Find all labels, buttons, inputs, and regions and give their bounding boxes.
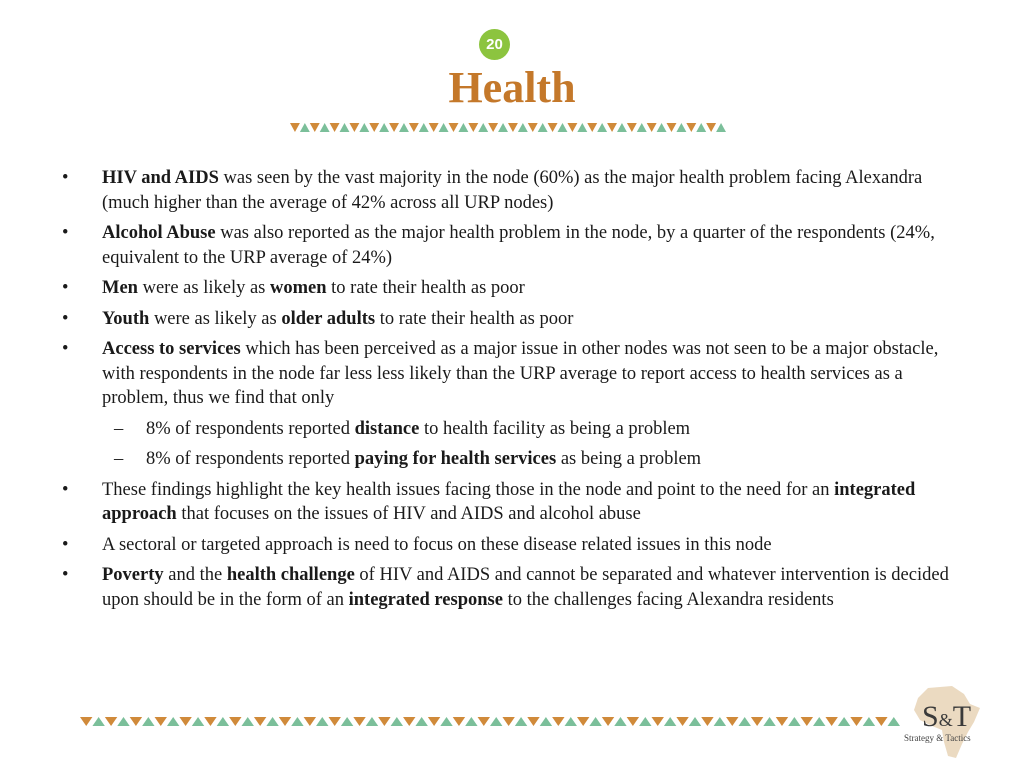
divider-triangle	[825, 717, 837, 726]
divider-triangle	[304, 717, 316, 726]
divider-triangle	[587, 123, 597, 132]
divider-triangle	[415, 717, 427, 726]
divider-triangle	[290, 123, 300, 132]
divider-triangle	[863, 717, 875, 726]
divider-triangle	[449, 123, 459, 132]
bullet-item	[62, 337, 972, 411]
divider-triangle	[389, 123, 399, 132]
sub-bullet-item	[62, 417, 972, 442]
divider-triangle	[552, 717, 564, 726]
emphasis-text: integrated approach	[102, 479, 916, 524]
divider-triangle	[607, 123, 617, 132]
divider-triangle	[117, 717, 129, 726]
divider-triangle	[627, 717, 639, 726]
bullet-marker: •	[62, 278, 69, 298]
divider-triangle	[565, 717, 577, 726]
bullet-item	[62, 307, 972, 332]
body-text: was also reported as the major health problem in the node, by a quarter of the respondents (24%, equivalent to the URP average of 24%)	[102, 223, 935, 268]
divider-triangle	[647, 123, 657, 132]
divider-triangle	[468, 123, 478, 132]
divider-triangle	[379, 123, 389, 132]
divider-triangle	[502, 717, 514, 726]
divider-triangle	[558, 123, 568, 132]
divider-triangle	[130, 717, 142, 726]
body-text: to rate their health as poor	[326, 278, 525, 298]
page-number-badge: 20	[479, 29, 510, 60]
divider-triangle	[142, 717, 154, 726]
divider-triangle	[465, 717, 477, 726]
divider-triangle	[204, 717, 216, 726]
body-text: to the challenges facing Alexandra residents	[502, 589, 834, 610]
divider-triangle	[714, 717, 726, 726]
divider-triangle	[726, 717, 738, 726]
divider-triangle	[291, 717, 303, 726]
divider-triangle	[453, 717, 465, 726]
divider-triangle	[369, 123, 379, 132]
divider-triangle	[602, 717, 614, 726]
divider-triangle	[589, 717, 601, 726]
bullet-marker: •	[62, 168, 69, 188]
body-text: of HIV and AIDS and cannot be separated and whatever intervention is decided upon should be in the form of an	[102, 565, 949, 610]
divider-triangle	[320, 123, 330, 132]
body-text: 8% of respondents reported	[146, 449, 355, 469]
divider-triangle	[540, 717, 552, 726]
divider-triangle	[738, 717, 750, 726]
divider-triangle	[179, 717, 191, 726]
divider-triangle	[328, 717, 340, 726]
divider-triangle	[330, 123, 340, 132]
body-text: was seen by the vast majority in the node (60%) as the major health problem facing Alexandra (much higher than the average of 42% across all URP nodes)	[102, 168, 923, 213]
divider-triangle	[490, 717, 502, 726]
divider-triangle	[429, 123, 439, 132]
divider-triangle	[105, 717, 117, 726]
body-text: 8% of respondents reported	[146, 418, 355, 439]
bullet-item	[62, 221, 972, 270]
bullet-marker: •	[62, 479, 69, 500]
logo-tagline: Strategy & Tactics	[904, 733, 971, 743]
divider-triangle	[508, 123, 518, 132]
bullet-item	[62, 276, 972, 301]
divider-triangle	[838, 717, 850, 726]
divider-triangle	[813, 717, 825, 726]
divider-triangle	[696, 123, 706, 132]
divider-triangle	[548, 123, 558, 132]
divider-triangle	[689, 717, 701, 726]
divider-triangle	[266, 717, 278, 726]
divider-triangle	[597, 123, 607, 132]
divider-triangle	[639, 717, 651, 726]
divider-triangle	[577, 123, 587, 132]
divider-triangle	[637, 123, 647, 132]
divider-triangle	[788, 717, 800, 726]
bullet-item	[62, 166, 972, 215]
emphasis-text: older adults	[281, 308, 376, 329]
body-text: that focuses on the issues of HIV and AIDS and alcohol abuse	[176, 504, 641, 524]
divider-triangle	[229, 717, 241, 726]
divider-triangle	[391, 717, 403, 726]
divider-triangle	[341, 717, 353, 726]
divider-triangle	[439, 123, 449, 132]
bullet-list	[62, 166, 972, 618]
divider-triangle	[528, 123, 538, 132]
emphasis-text: distance	[354, 418, 420, 439]
dash-marker: –	[114, 449, 124, 469]
divider-triangle	[242, 717, 254, 726]
divider-triangle	[701, 717, 713, 726]
bullet-marker: •	[62, 565, 69, 585]
emphasis-text: health challenge	[226, 565, 355, 585]
divider-triangle	[254, 717, 266, 726]
divider-triangle	[366, 717, 378, 726]
bullet-marker: •	[62, 534, 69, 555]
body-text: to rate their health as poor	[375, 308, 574, 329]
divider-triangle	[657, 123, 667, 132]
bullet-item	[62, 563, 972, 612]
bullet-marker: •	[62, 223, 69, 243]
divider-triangle	[716, 123, 726, 132]
divider-triangle	[353, 717, 365, 726]
emphasis-text: Youth	[102, 308, 150, 329]
divider-triangle	[652, 717, 664, 726]
divider-triangle	[217, 717, 229, 726]
divider-triangle	[664, 717, 676, 726]
divider-triangle	[310, 123, 320, 132]
divider-triangle	[80, 717, 92, 726]
emphasis-text: Men	[102, 278, 138, 298]
divider-triangle	[567, 123, 577, 132]
divider-triangle	[801, 717, 813, 726]
divider-triangle	[527, 717, 539, 726]
divider-triangle	[686, 123, 696, 132]
body-text: A sectoral or targeted approach is need to focus on these disease related issues in this node	[102, 534, 772, 555]
divider-triangle	[409, 123, 419, 132]
emphasis-text: integrated response	[348, 589, 503, 610]
divider-triangle	[403, 717, 415, 726]
bullet-marker: •	[62, 308, 69, 329]
bottom-triangle-divider	[80, 715, 900, 729]
divider-triangle	[340, 123, 350, 132]
divider-triangle	[279, 717, 291, 726]
bullet-item	[62, 533, 972, 558]
body-text: These findings highlight the key health issues facing those in the node and point to the need for an	[102, 479, 835, 500]
divider-triangle	[478, 123, 488, 132]
sub-bullet-item	[62, 447, 972, 472]
emphasis-text: Poverty	[102, 565, 164, 585]
divider-triangle	[428, 717, 440, 726]
divider-triangle	[667, 123, 677, 132]
bullet-item	[62, 478, 972, 527]
logo-initials: S&T	[922, 700, 972, 733]
divider-triangle	[577, 717, 589, 726]
divider-triangle	[440, 717, 452, 726]
divider-triangle	[498, 123, 508, 132]
divider-triangle	[488, 123, 498, 132]
divider-triangle	[706, 123, 716, 132]
divider-triangle	[518, 123, 528, 132]
divider-triangle	[300, 123, 310, 132]
divider-triangle	[349, 123, 359, 132]
divider-triangle	[627, 123, 637, 132]
divider-triangle	[192, 717, 204, 726]
divider-triangle	[478, 717, 490, 726]
divider-triangle	[751, 717, 763, 726]
divider-triangle	[617, 123, 627, 132]
body-text: were as likely as	[149, 308, 282, 329]
divider-triangle	[92, 717, 104, 726]
emphasis-text: HIV and AIDS	[102, 168, 219, 188]
divider-triangle	[538, 123, 548, 132]
divider-triangle	[515, 717, 527, 726]
body-text: to health facility as being a problem	[419, 418, 691, 439]
top-triangle-divider	[290, 121, 726, 135]
divider-triangle	[850, 717, 862, 726]
divider-triangle	[378, 717, 390, 726]
body-text: and the	[163, 565, 227, 585]
body-text: were as likely as	[137, 278, 270, 298]
divider-triangle	[614, 717, 626, 726]
divider-triangle	[359, 123, 369, 132]
dash-marker: –	[114, 418, 124, 439]
slide-title: Health	[448, 63, 576, 112]
body-text: as being a problem	[556, 449, 702, 469]
divider-triangle	[167, 717, 179, 726]
divider-triangle	[316, 717, 328, 726]
divider-triangle	[763, 717, 775, 726]
divider-triangle	[155, 717, 167, 726]
bullet-marker: •	[62, 339, 69, 359]
divider-triangle	[419, 123, 429, 132]
company-logo	[886, 680, 1016, 765]
emphasis-text: women	[270, 278, 327, 298]
divider-triangle	[676, 717, 688, 726]
divider-triangle	[776, 717, 788, 726]
divider-triangle	[399, 123, 409, 132]
divider-triangle	[458, 123, 468, 132]
body-text: which has been perceived as a major issue in other nodes was not seen to be a major obstacle, with respondents in the node far less less likely than the URP average to report access to health services as a problem, thus we find that only	[102, 339, 939, 408]
emphasis-text: paying for health services	[354, 449, 557, 469]
emphasis-text: Alcohol Abuse	[102, 223, 216, 243]
divider-triangle	[676, 123, 686, 132]
emphasis-text: Access to services	[102, 339, 241, 359]
